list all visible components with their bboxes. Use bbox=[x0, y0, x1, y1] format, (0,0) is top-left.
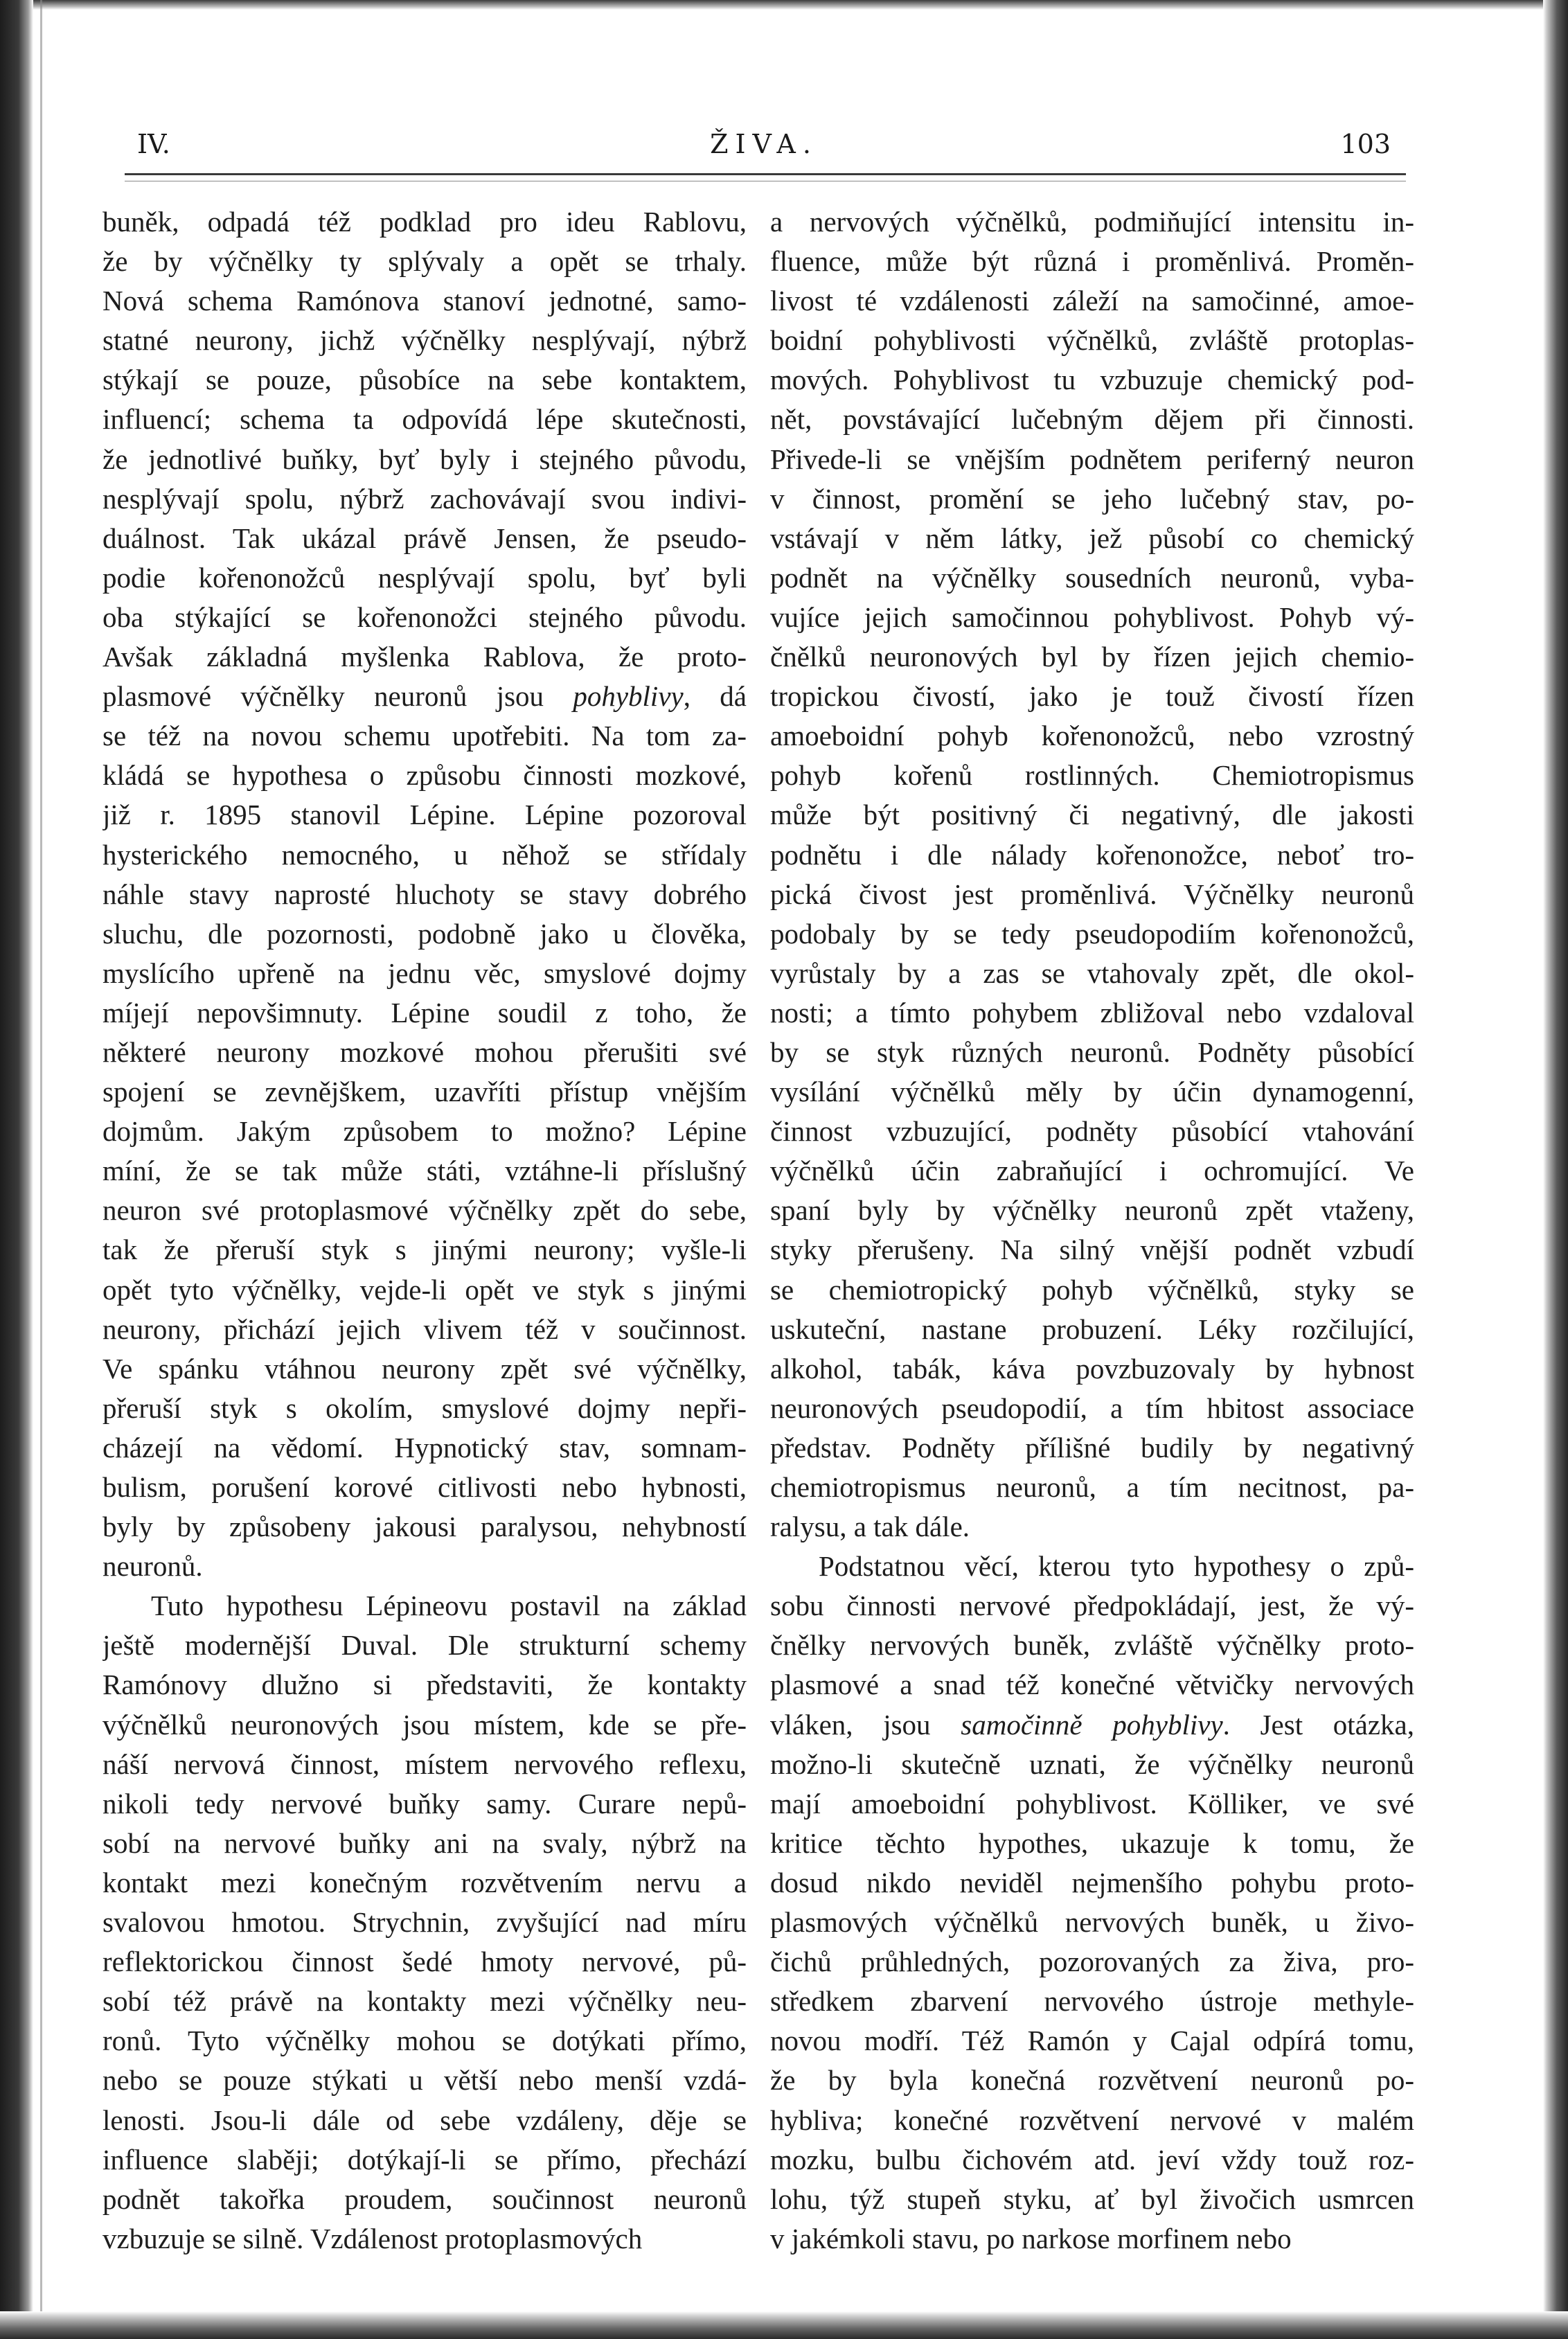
text-line: mozku, bulbu čichovém atd. jeví vždy touž roz- bbox=[770, 2143, 1414, 2176]
text-line: kládá se hypothesa o způsobu činnosti mozkové, bbox=[103, 759, 747, 792]
journal-title: ŽIVA. bbox=[710, 129, 818, 159]
text-line: sluchu, dle pozornosti, podobně jako u člověka, bbox=[103, 917, 747, 950]
header-rule bbox=[125, 173, 1406, 181]
text-line: že jednotlivé buňky, byť byly i stejného původu, bbox=[103, 443, 747, 475]
text-line: spojení se zevnějškem, uzavříti přístup vnějším bbox=[103, 1076, 747, 1108]
text-line: již r. 1895 stanovil Lépine. Lépine pozoroval bbox=[103, 799, 747, 831]
text-line: Podstatnou věcí, kterou tyto hypothesy o způ- bbox=[819, 1550, 1414, 1583]
text-line: sobu činnosti nervové předpokládají, jest, že vý- bbox=[770, 1590, 1414, 1622]
text-line: by se styk různých neuronů. Podněty působící bbox=[770, 1035, 1414, 1068]
text-line: statné neurony, jichž výčnělky nesplývají, nýbrž bbox=[103, 324, 747, 357]
text-line: nebo se pouze stýkati u větší nebo menší vzdá- bbox=[103, 2064, 747, 2097]
text-line: neuronových pseudopodií, a tím hbitost associace bbox=[770, 1391, 1414, 1424]
text-line: tak že přeruší styk s jinými neurony; vyšle-li bbox=[103, 1234, 747, 1266]
text-line: stýkají se pouze, působíce na sebe kontaktem, bbox=[103, 364, 747, 396]
page-number: 103 bbox=[1340, 129, 1391, 159]
text-line: tropickou čivostí, jako je touž čivostí řízen bbox=[770, 680, 1414, 713]
text-line: duálnost. Tak ukázal právě Jensen, že pseudo- bbox=[103, 522, 747, 554]
text-line: lohu, týž stupeň styku, ať byl živočich usmrcen bbox=[770, 2182, 1414, 2215]
text-line: v jakémkoli stavu, po narkose morfinem nebo bbox=[770, 2222, 1292, 2254]
text-line: Tuto hypothesu Lépineovu postavil na základ bbox=[151, 1590, 747, 1622]
text-line: čichů průhledných, pozorovaných za živa, pro- bbox=[770, 1946, 1414, 1978]
text-line: chemiotropismus neuronů, a tím necitnost, pa- bbox=[770, 1471, 1414, 1503]
text-line: se též na novou schemu upotřebiti. Na tom za- bbox=[103, 720, 747, 752]
text-line: myslícího upřeně na jednu věc, smyslové dojmy bbox=[103, 957, 747, 989]
text-line: některé neurony mozkové mohou přerušiti své bbox=[103, 1035, 747, 1068]
text-line: influence slaběji; dotýkají-li se přímo, přechází bbox=[103, 2143, 747, 2176]
text-line: může být positivný či negativný, dle jakosti bbox=[770, 799, 1414, 831]
text-line: podie kořenonožců nesplývají spolu, byť byli bbox=[103, 561, 747, 594]
text-line: podnětu i dle nálady kořenonožce, neboť tro- bbox=[770, 838, 1414, 871]
text-line: míjejí nepovšimnuty. Lépine soudil z toho, že bbox=[103, 996, 747, 1029]
text-line: dosud nikdo neviděl nejmenšího pohybu proto- bbox=[770, 1866, 1414, 1898]
text-line: podnět na výčnělky sousedních neuronů, vyba- bbox=[770, 561, 1414, 594]
text-line: míní, že se tak může státi, vztáhne-li příslušný bbox=[103, 1155, 747, 1187]
text-line: nikoli tedy nervové buňky samy. Curare nepů- bbox=[103, 1787, 747, 1820]
text-line: kritice těchto hypothes, ukazuje k tomu, že bbox=[770, 1826, 1414, 1859]
right-text-column bbox=[770, 202, 1414, 2259]
scan-shadow-bottom bbox=[0, 2311, 1568, 2339]
text-line: v činnost, promění se jeho lučebný stav, po- bbox=[770, 482, 1414, 515]
text-line: čnělků neuronových byl by řízen jejich chemio- bbox=[770, 641, 1414, 673]
text-line: pická čivost jest proměnlivá. Výčnělky neuronů bbox=[770, 878, 1414, 910]
text-line: neurony, přichází jejich vlivem též v součinnost. bbox=[103, 1313, 747, 1345]
text-line: svalovou hmotou. Strychnin, zvyšující nad míru bbox=[103, 1906, 747, 1939]
text-line: mají amoeboidní pohyblivost. Kölliker, ve své bbox=[770, 1787, 1414, 1820]
text-line: dojmům. Jakým způsobem to možno? Lépine bbox=[103, 1115, 747, 1148]
text-line: uskuteční, nastane probuzení. Léky rozčilující, bbox=[770, 1313, 1414, 1345]
text-line: Ramónovy dlužno si představiti, že kontakty bbox=[103, 1669, 747, 1701]
text-line: pohyb kořenů rostlinných. Chemiotropismus bbox=[770, 759, 1414, 792]
text-line: čnělky nervových buněk, zvláště výčnělky proto- bbox=[770, 1629, 1414, 1662]
left-text-column bbox=[103, 202, 747, 2259]
text-line: představ. Podněty přílišné budily by negativný bbox=[770, 1431, 1414, 1464]
text-line: plasmové výčnělky neuronů jsou pohyblivy, dá bbox=[103, 680, 747, 713]
text-line: náší nervová činnost, místem nervového reflexu, bbox=[103, 1747, 747, 1780]
text-line: vstávají v něm látky, jež působí co chemický bbox=[770, 522, 1414, 554]
scan-shadow-top bbox=[0, 0, 1568, 10]
text-line: Nová schema Ramónova stanoví jednotné, samo- bbox=[103, 285, 747, 317]
text-line: ještě modernější Duval. Dle strukturní schemy bbox=[103, 1629, 747, 1662]
text-line: lenosti. Jsou-li dále od sebe vzdáleny, děje se bbox=[103, 2104, 747, 2136]
text-line: ronů. Tyto výčnělky mohou se dotýkati přímo, bbox=[103, 2025, 747, 2057]
text-line: přeruší styk s okolím, smyslové dojmy nepři- bbox=[103, 1391, 747, 1424]
text-line: amoeboidní pohyb kořenonožců, nebo vzrostný bbox=[770, 720, 1414, 752]
text-line: vujíce jejich samočinnou pohyblivost. Pohyb vý- bbox=[770, 601, 1414, 633]
text-line: možno-li skutečně uznati, že výčnělky neuronů bbox=[770, 1747, 1414, 1780]
text-line: plasmové a snad též konečné větvičky nervových bbox=[770, 1669, 1414, 1701]
text-line: Ve spánku vtáhnou neurony zpět své výčnělky, bbox=[103, 1352, 747, 1385]
scan-shadow-right bbox=[1543, 0, 1568, 2339]
text-line: mových. Pohyblivost tu vzbuzuje chemický pod- bbox=[770, 364, 1414, 396]
text-line: podobaly by se tedy pseudopodiím kořenonožců, bbox=[770, 917, 1414, 950]
text-line: že by výčnělky ty splývaly a opět se trhaly. bbox=[103, 245, 747, 278]
running-header bbox=[123, 122, 1405, 163]
text-line: podnět takořka proudem, součinnost neuronů bbox=[103, 2182, 747, 2215]
text-line: Přivede-li se vnějším podnětem periferný neuron bbox=[770, 443, 1414, 475]
text-line: vláken, jsou samočinně pohyblivy. Jest otázka, bbox=[770, 1708, 1414, 1741]
text-line: novou modří. Též Ramón y Cajal odpírá tomu, bbox=[770, 2025, 1414, 2057]
text-line: výčnělků neuronových jsou místem, kde se pře- bbox=[103, 1708, 747, 1741]
text-line: styky přerušeny. Na silný vnější podnět vzbudí bbox=[770, 1234, 1414, 1266]
text-line: reflektorickou činnost šedé hmoty nervové, pů- bbox=[103, 1946, 747, 1978]
scan-gutter-line bbox=[40, 0, 42, 2339]
text-line: nět, povstávající lučebným dějem při činnosti. bbox=[770, 403, 1414, 436]
text-line: činnost vzbuzující, podněty působící vtahování bbox=[770, 1115, 1414, 1148]
text-line: kontakt mezi konečným rozvětvením nervu a bbox=[103, 1866, 747, 1898]
text-line: se chemiotropický pohyb výčnělků, styky se bbox=[770, 1273, 1414, 1306]
text-line: ralysu, a tak dále. bbox=[770, 1511, 970, 1543]
text-line: opět tyto výčnělky, vejde-li opět ve styk s jinými bbox=[103, 1273, 747, 1306]
text-line: a nervových výčnělků, podmiňující intensitu in- bbox=[770, 206, 1414, 238]
text-line: spaní byly by výčnělky neuronů zpět vtaženy, bbox=[770, 1194, 1414, 1227]
text-line: výčnělků účin zabraňující i ochromující. Ve bbox=[770, 1155, 1414, 1187]
text-line: nosti; a tímto pohybem zbližoval nebo vzdaloval bbox=[770, 996, 1414, 1029]
text-line: hysterického nemocného, u něhož se střídaly bbox=[103, 838, 747, 871]
volume-number: IV. bbox=[137, 129, 170, 159]
text-line: neuronů. bbox=[103, 1550, 203, 1583]
text-line: sobí na nervové buňky ani na svaly, nýbrž na bbox=[103, 1826, 747, 1859]
text-line: cházejí na vědomí. Hypnotický stav, somnam- bbox=[103, 1431, 747, 1464]
text-line: nesplývají spolu, nýbrž zachovávají svou indivi- bbox=[103, 482, 747, 515]
text-line: alkohol, tabák, káva povzbuzovaly by hybnost bbox=[770, 1352, 1414, 1385]
text-line: vysílání výčnělků měly by účin dynamogenní, bbox=[770, 1076, 1414, 1108]
text-line: bulism, porušení korové citlivosti nebo hybnosti, bbox=[103, 1471, 747, 1503]
text-line: influencí; schema ta odpovídá lépe skutečnosti, bbox=[103, 403, 747, 436]
text-line: boidní pohyblivosti výčnělků, zvláště protoplas- bbox=[770, 324, 1414, 357]
text-line: oba stýkající se kořenonožci stejného původu. bbox=[103, 601, 747, 633]
text-line: že by byla konečná rozvětvení neuronů po- bbox=[770, 2064, 1414, 2097]
text-line: vzbuzuje se silně. Vzdálenost protoplasmových bbox=[103, 2222, 643, 2254]
text-line: náhle stavy naprosté hluchoty se stavy dobrého bbox=[103, 878, 747, 910]
text-line: byly by způsobeny jakousi paralysou, nehybností bbox=[103, 1511, 747, 1543]
text-line: buněk, odpadá též podklad pro ideu Rablovu, bbox=[103, 206, 747, 238]
text-line: plasmových výčnělků nervových buněk, u živo- bbox=[770, 1906, 1414, 1939]
text-line: hybliva; konečné rozvětvení nervové v malém bbox=[770, 2104, 1414, 2136]
text-line: neuron své protoplasmové výčnělky zpět do sebe, bbox=[103, 1194, 747, 1227]
text-line: středkem zbarvení nervového ústroje methyle- bbox=[770, 1985, 1414, 2018]
text-line: vyrůstaly by a zas se vtahovaly zpět, dle okol- bbox=[770, 957, 1414, 989]
text-line: sobí též právě na kontakty mezi výčnělky neu- bbox=[103, 1985, 747, 2018]
text-line: Avšak základná myšlenka Rablova, že proto- bbox=[103, 641, 747, 673]
text-line: livost té vzdálenosti záleží na samočinné, amoe- bbox=[770, 285, 1414, 317]
scan-shadow-left bbox=[0, 0, 33, 2339]
text-line: fluence, může být různá i proměnlivá. Proměn- bbox=[770, 245, 1414, 278]
